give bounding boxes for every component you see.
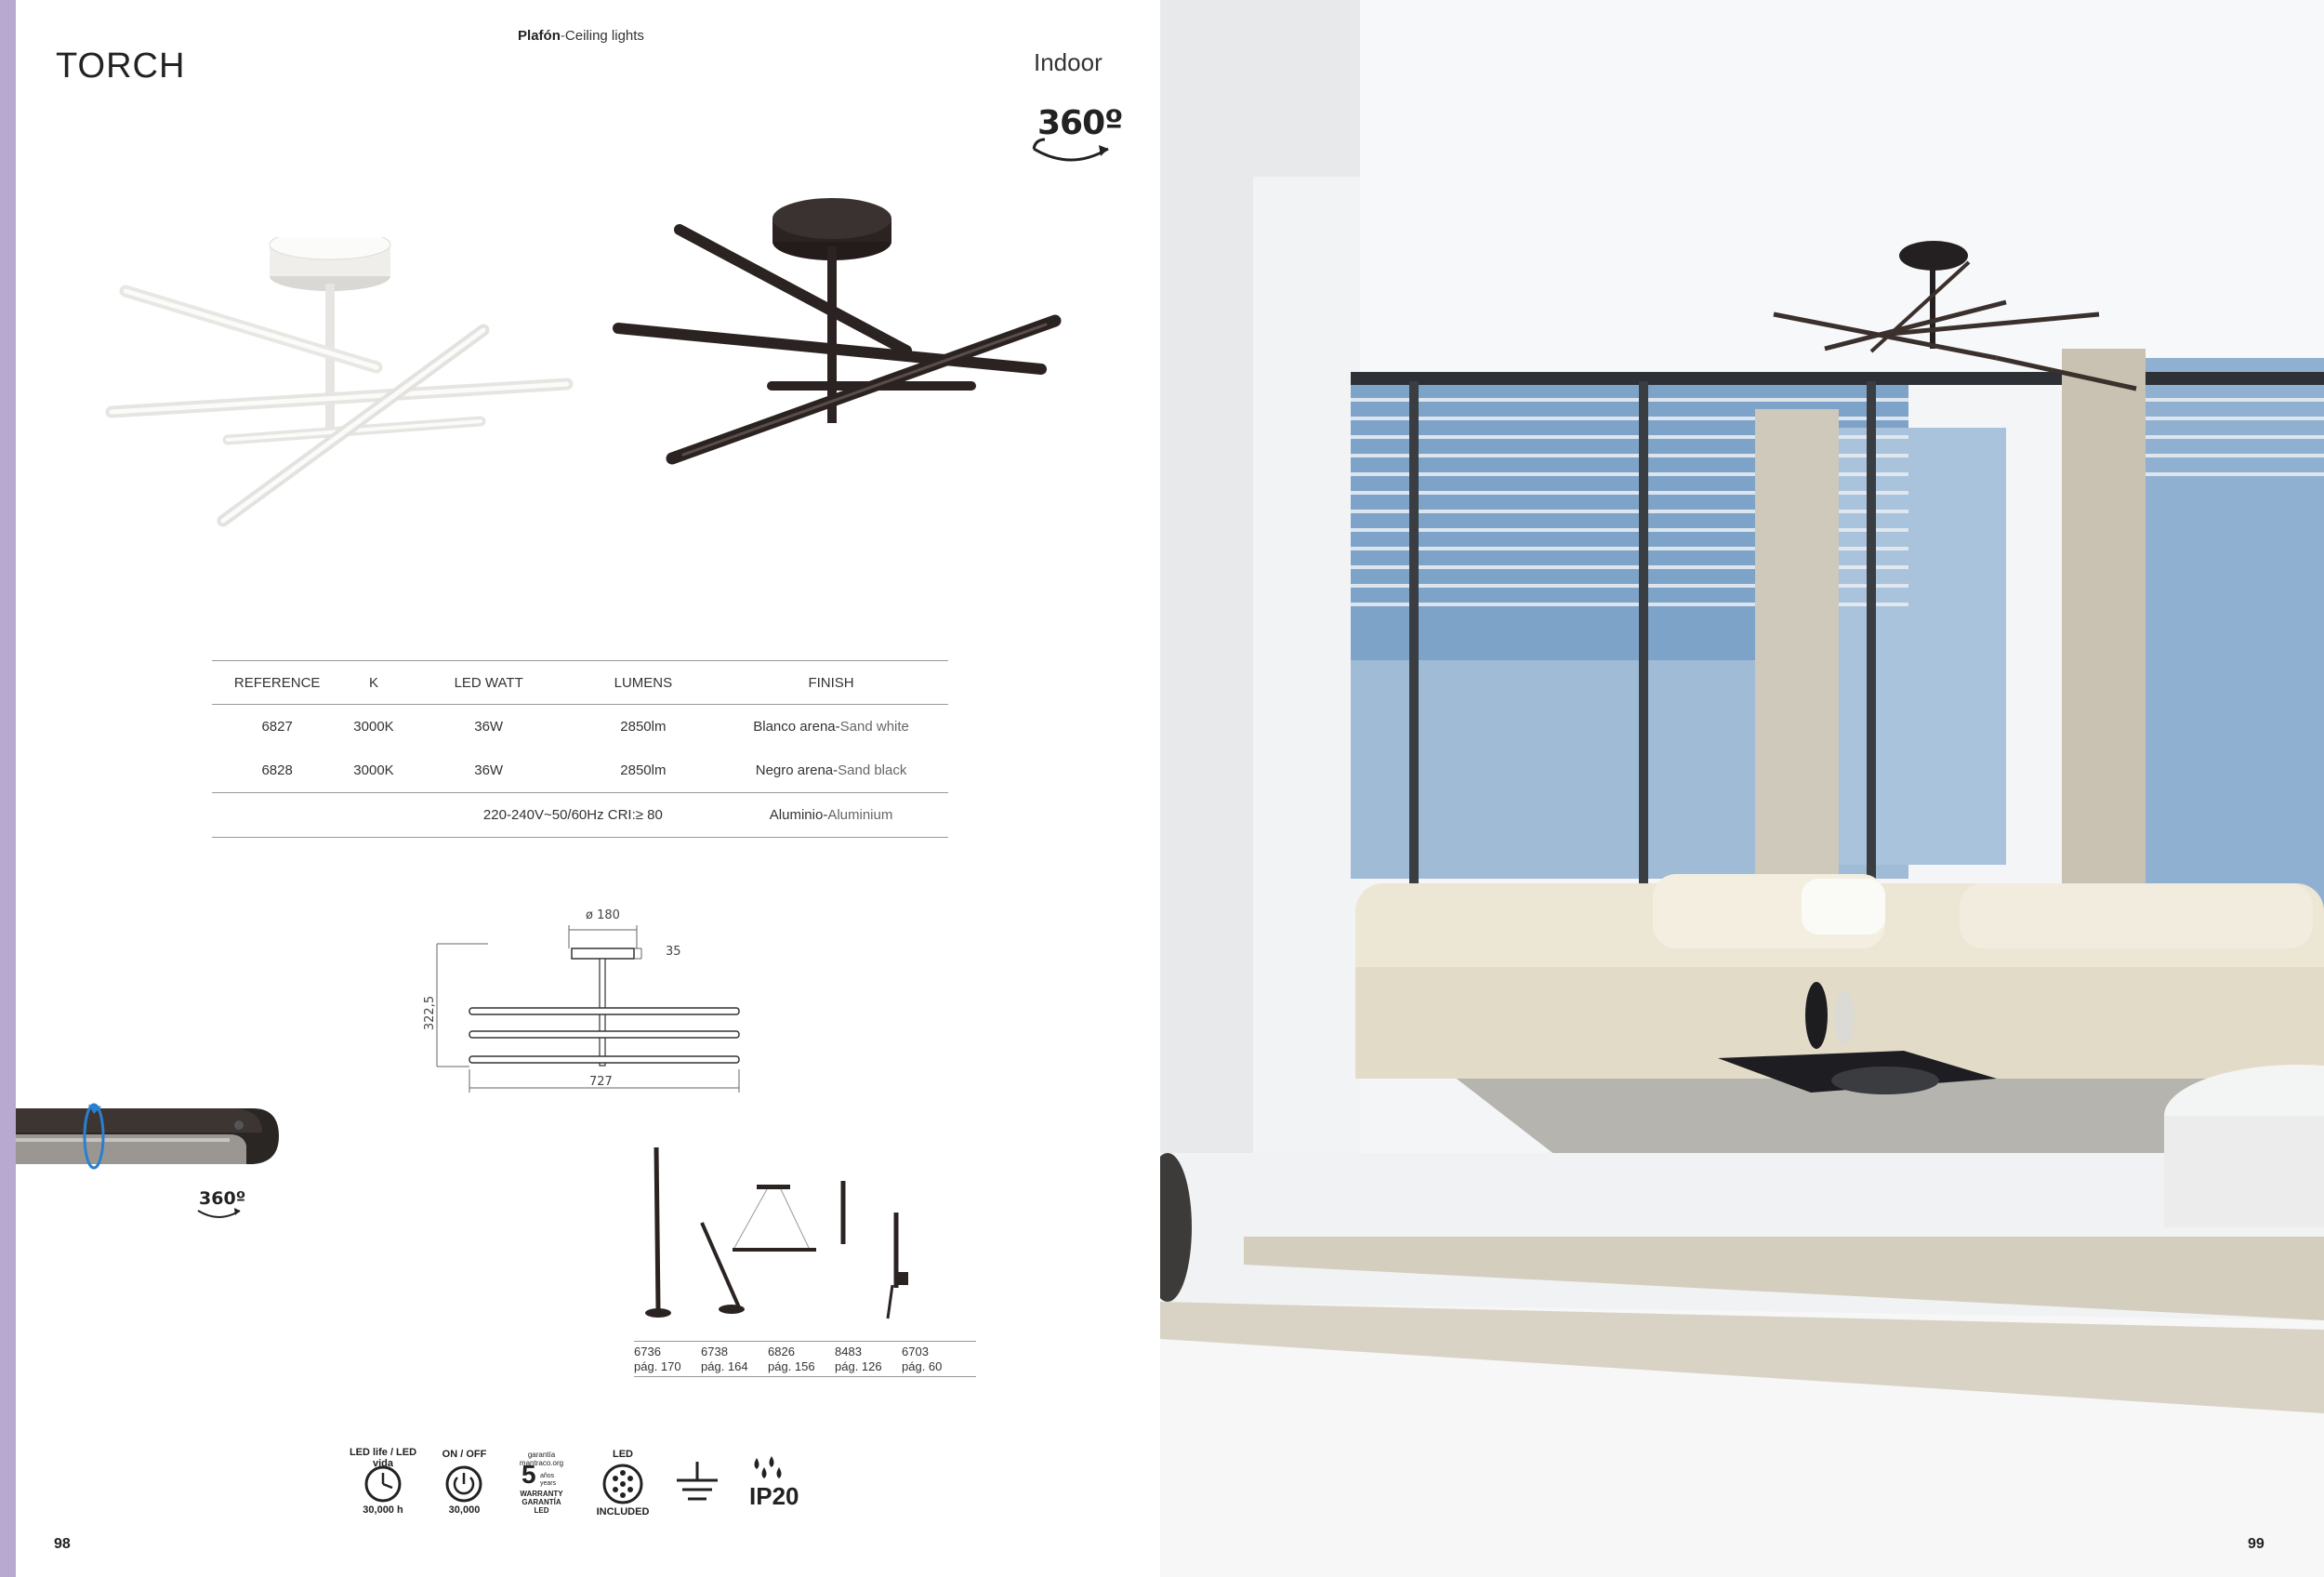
related-ref: 6736: [634, 1345, 661, 1358]
col-finish: FINISH: [714, 661, 948, 705]
led-life-icon: [346, 1447, 420, 1521]
spec-row: [212, 705, 948, 749]
dim-total-height: 322,5: [423, 995, 438, 1031]
category-separator: -: [560, 28, 565, 44]
dimension-drawing: [418, 907, 753, 1107]
led-included-icon: [588, 1447, 658, 1525]
cell-k: 3000K: [353, 762, 394, 778]
page-number-right: 99: [2248, 1536, 2265, 1552]
spec-table: [212, 660, 948, 838]
related-item[interactable]: [768, 1342, 835, 1376]
warranty-icon: [507, 1451, 576, 1525]
dim-width: 727: [589, 1075, 613, 1089]
led-included-bottom: INCLUDED: [596, 1506, 650, 1517]
side-color-band: [0, 0, 16, 1577]
earth-ground-icon: [671, 1460, 723, 1508]
cell-reference: 6828: [261, 762, 293, 778]
related-page: pág. 164: [701, 1359, 748, 1373]
interior-photo: [1160, 0, 2324, 1577]
finish-sep: -: [835, 719, 840, 735]
category-en: Ceiling lights: [564, 28, 644, 44]
related-ref: 6703: [902, 1345, 929, 1358]
col-led-watt: LED WATT: [405, 661, 573, 705]
warranty-years: 5: [522, 1460, 536, 1489]
related-page: pág. 156: [768, 1359, 815, 1373]
related-item[interactable]: [634, 1342, 701, 1376]
related-page: pág. 126: [835, 1359, 882, 1373]
indoor-label: Indoor: [1034, 48, 1103, 76]
material-cell: [714, 793, 948, 838]
related-ref: 6826: [768, 1345, 795, 1358]
cell-lumens: 2850lm: [620, 762, 667, 778]
electrical-spec: 220-240V~50/60Hz CRI:≥ 80: [405, 793, 714, 838]
on-off-value: 30,000: [448, 1504, 481, 1516]
led-included-top: LED: [613, 1449, 633, 1460]
on-off-label: ON / OFF: [442, 1449, 487, 1460]
warranty-text-1: WARRANTY: [520, 1490, 563, 1498]
finish-es: Blanco arena: [753, 719, 836, 735]
on-off-icon: [429, 1447, 499, 1521]
col-k: K: [342, 661, 404, 705]
black-lamp-image: [609, 191, 1074, 470]
finish-es: Negro arena: [755, 762, 834, 778]
related-products-images: [632, 1144, 985, 1339]
white-lamp-image: [98, 237, 581, 544]
detail-rotation-icon: [193, 1188, 245, 1226]
warranty-unit: años years: [540, 1473, 557, 1487]
led-life-label: LED life / LED vida: [349, 1447, 417, 1469]
related-ref: 8483: [835, 1345, 862, 1358]
related-page: pág. 60: [902, 1359, 943, 1373]
related-item[interactable]: [835, 1342, 902, 1376]
ip-rating-icon: [744, 1452, 809, 1517]
finish-en: Sand white: [839, 719, 909, 735]
finish-en: Sand black: [838, 762, 907, 778]
col-reference: REFERENCE: [212, 661, 342, 705]
ip-rating-text: IP20: [749, 1482, 799, 1510]
product-title: TORCH: [56, 46, 186, 86]
material-en: Aluminium: [827, 807, 893, 823]
related-products-list: [634, 1341, 976, 1377]
interior-scene: [1160, 0, 2324, 1577]
cell-lumens: 2850lm: [620, 719, 667, 735]
related-item[interactable]: [701, 1342, 768, 1376]
cell-watt: 36W: [474, 719, 504, 735]
material-es: Aluminio: [769, 807, 824, 823]
related-item[interactable]: [902, 1342, 969, 1376]
related-ref: 6738: [701, 1345, 728, 1358]
category-es: Plafón: [518, 28, 561, 44]
page-number-left: 98: [54, 1536, 71, 1552]
spec-footer-row: [212, 793, 948, 838]
warranty-arc-text: garantía mantraco.org: [519, 1451, 564, 1467]
related-page: pág. 170: [634, 1359, 681, 1373]
dim-diameter: ø 180: [586, 908, 620, 922]
cell-finish: [714, 705, 948, 749]
cell-k: 3000K: [353, 719, 394, 735]
led-life-value: 30,000 h: [363, 1504, 403, 1516]
rotation-badge-text: 360º: [1037, 104, 1123, 142]
cell-watt: 36W: [474, 762, 504, 778]
dim-canopy-height: 35: [666, 945, 681, 959]
spec-row: [212, 749, 948, 793]
rotation-360-icon: [1024, 104, 1123, 169]
material-sep: -: [823, 807, 828, 823]
cell-finish: [714, 749, 948, 793]
category-label: [465, 28, 697, 44]
cell-reference: 6827: [261, 719, 293, 735]
col-lumens: LUMENS: [573, 661, 714, 705]
arm-detail-image: [16, 1097, 285, 1190]
warranty-text-2: GARANTÍA: [522, 1498, 561, 1506]
finish-sep: -: [833, 762, 838, 778]
warranty-text-3: LED: [534, 1506, 549, 1515]
detail-rotation-text: 360º: [199, 1188, 246, 1209]
spec-header-row: [212, 661, 948, 705]
